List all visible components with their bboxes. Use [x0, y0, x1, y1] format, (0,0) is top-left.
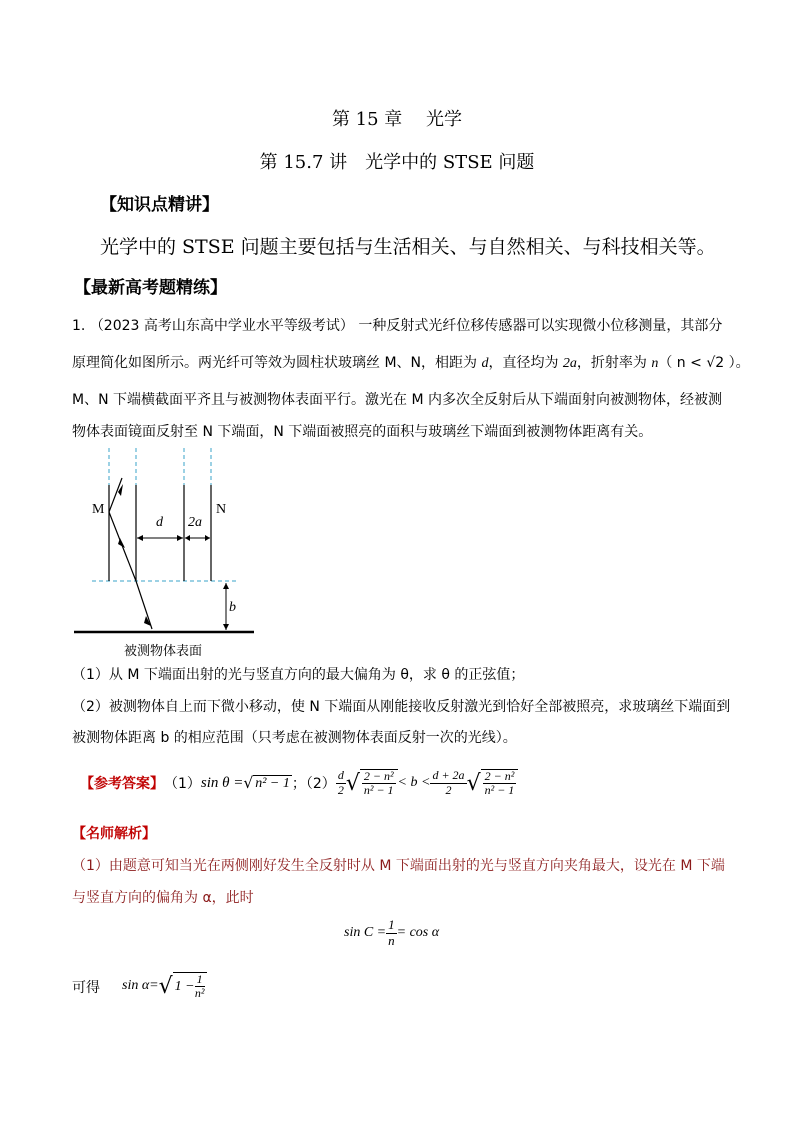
answer-fraction-1: $\frac{d}{2}$	[337, 768, 344, 797]
problem-source: （2023 高考山东高中学业水平等级考试）	[89, 318, 354, 334]
var-d: d	[481, 356, 489, 371]
figure-label-m: M	[92, 502, 105, 517]
figure-label-d: d	[156, 515, 163, 530]
knowledge-text: 光学中的 STSE 问题主要包括与生活相关、与自然相关、与科技相关等。	[100, 236, 716, 258]
var-2a: 2a	[562, 356, 577, 371]
answer-sin-theta: sin θ =	[200, 774, 244, 791]
figure-label-b: b	[229, 600, 236, 615]
answer-sqrt-fraction-2: $\frac{\text{2 − n²}}{\text{n² − 1}}$	[481, 769, 519, 797]
problem-line2-c: ，折射率为	[576, 355, 652, 371]
problem-line-1	[72, 315, 722, 335]
answer-sqrt-1: n² − 1	[255, 775, 290, 791]
answer-label: 【参考答案】	[80, 776, 164, 792]
ray-arrow-2	[118, 538, 125, 548]
answer-fraction-2: $\frac{d + 2a}{2}$	[432, 768, 465, 797]
fiber-diagram	[0, 440, 794, 660]
answer-separator: ；（2）	[291, 776, 336, 792]
figure-label-n: N	[216, 502, 227, 517]
problem-line1-text: 一种反射式光纤位移传感器可以实现微小位移测量，其部分	[353, 318, 723, 334]
analysis-line-2: 与竖直方向的偏角为 α，此时	[72, 890, 254, 906]
problem-line-2	[72, 352, 750, 372]
var-n: n	[651, 356, 659, 371]
analysis-line-1: （1）由题意可知当光在两侧刚好发生全反射时从 M 下端面出射的光与竖直方向夹角最大，设光在 M 下端	[72, 858, 725, 874]
question-2-line-1: （2）被测物体自上而下微小移动，使 N 下端面从刚能接收反射激光到恰好全部被照亮，求玻璃丝下端面到	[72, 699, 731, 715]
problem-line-3: M、N 下端横截面平齐且与被测物体表面平行。激光在 M 内多次全反射后从下端面射向被测物体，经被测	[72, 392, 722, 408]
problem-line2-b: ，直径均为	[488, 355, 563, 371]
problem-line2-cond: （ n < √2 ）。	[658, 355, 750, 371]
answer-inequality: < b <	[397, 775, 431, 790]
answer-sqrt-fraction-1: $\frac{\text{2 − n²}}{\text{n² − 1}}$	[360, 769, 398, 797]
answer-part-1-label: （1）	[164, 776, 201, 792]
analysis-keyi: 可得	[72, 980, 100, 996]
problem-line-4: 物体表面镜面反射至 N 下端面，N 下端面被照亮的面积与玻璃丝下端面到被测物体距离有关。	[72, 424, 653, 440]
equation-sin-alpha: sin α= √ 1 − $\frac{1}{\text{n²}}$	[122, 966, 207, 1006]
lecture-title: 第 15.7 讲 光学中的 STSE 问题	[259, 152, 535, 173]
section-exam-heading: 【最新高考题精练】	[74, 278, 227, 298]
equation-sin-c: sin C = $\frac{1}{n}$ = cos α	[344, 917, 440, 948]
figure-label-2a: 2a	[188, 515, 202, 530]
light-ray	[109, 478, 152, 629]
problem-line2-a: 原理简化如图所示。两光纤可等效为圆柱状玻璃丝 M、N，相距为	[72, 355, 482, 371]
figure-caption: 被测物体表面	[124, 644, 203, 659]
question-1: （1）从 M 下端面出射的光与竖直方向的最大偏角为 θ，求 θ 的正弦值；	[72, 667, 525, 683]
problem-number: 1.	[72, 318, 86, 334]
chapter-title: 第 15 章 光学	[331, 109, 463, 130]
section-knowledge-heading: 【知识点精讲】	[100, 195, 219, 215]
answer-block: 【参考答案】 （1） sin θ = √ n² − 1 ；（2） $\frac{d}{2}$ √ $\frac{\text{2 − n²}}{\text{n² − 1}}$ < b < $\frac{d + 2a}{2}$ √ $\frac{\text{2 − n²}}{\text{n² − 1}}$	[80, 760, 518, 806]
question-2-line-2: 被测物体距离 b 的相应范围（只考虑在被测物体表面反射一次的光线）。	[72, 730, 517, 746]
analysis-label: 【名师解析】	[72, 826, 156, 842]
